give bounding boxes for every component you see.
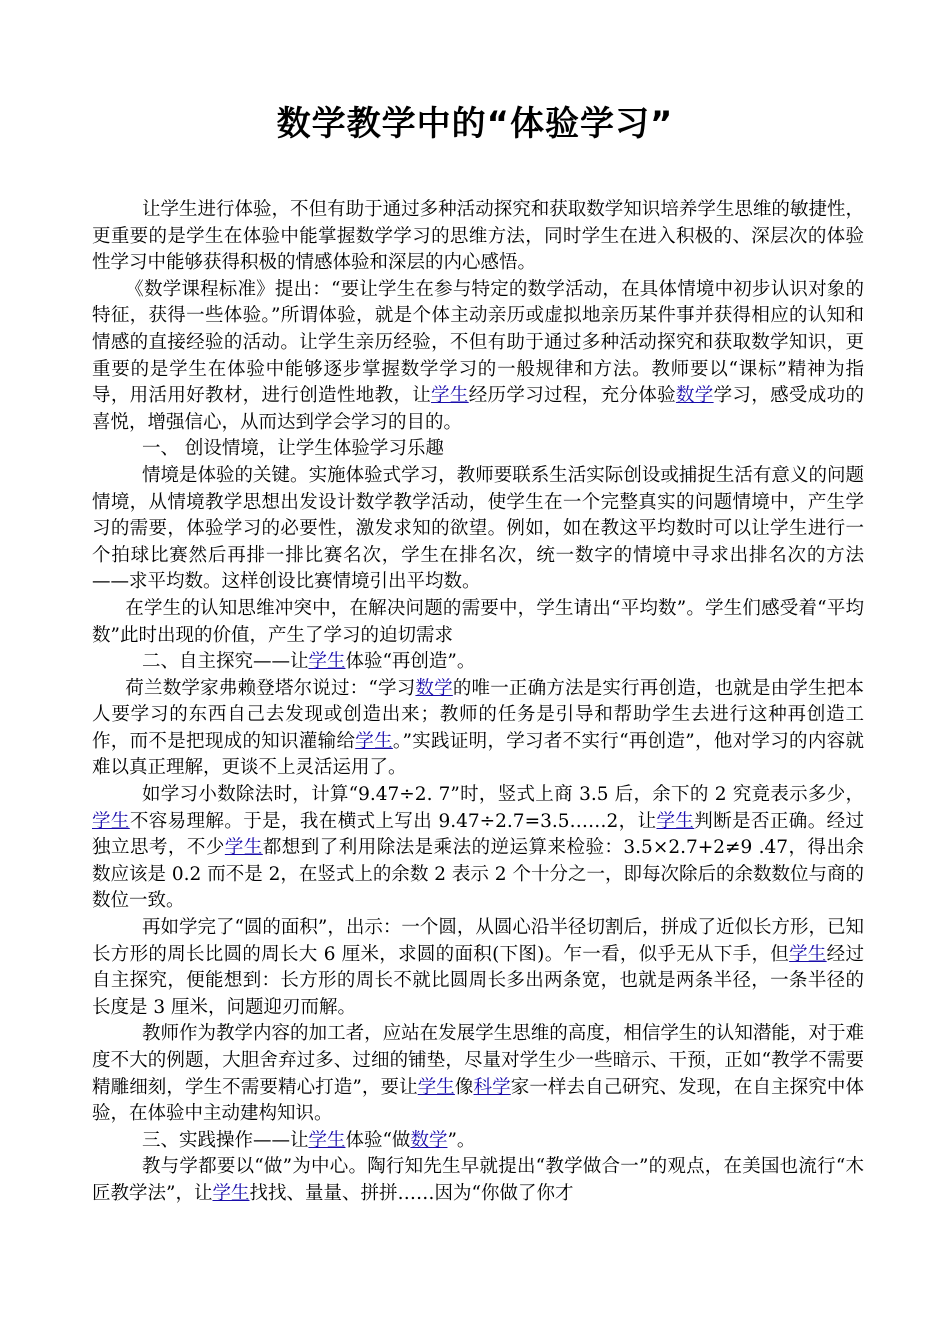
link-student[interactable]: 学生	[417, 1076, 455, 1098]
text-run: 二、自主探究——让	[141, 651, 309, 673]
text-run: 家一样去自己研究、发现，在自主探究中体验，在体验中主动建构知识。	[92, 1076, 864, 1125]
article-body	[92, 197, 864, 1208]
text-run: 判断是否正确。经过独立思考，不少	[92, 810, 864, 859]
text-run: 经历学习过程，充分体验	[468, 385, 676, 407]
text-run: 体验“做	[345, 1129, 411, 1151]
link-student[interactable]: 学生	[308, 651, 346, 673]
link-student[interactable]: 学生	[656, 810, 695, 832]
text-run: 三、实践操作——让	[141, 1129, 309, 1151]
text-run: 学习，感受成功的喜悦，增强信心，从而达到学会学习的目的。	[92, 385, 864, 433]
paragraph-curriculum	[92, 277, 864, 437]
text-run: ”。	[447, 1129, 476, 1151]
page-title: 数学教学中的“体验学习”	[276, 104, 674, 144]
link-student[interactable]: 学生	[92, 810, 130, 832]
link-math[interactable]: 数学	[415, 677, 453, 699]
section-heading-2	[92, 649, 864, 676]
link-student[interactable]: 学生	[355, 730, 393, 752]
link-math[interactable]: 数学	[410, 1129, 448, 1151]
section-heading-1: 一、 创设情境，让学生体验学习乐趣	[141, 438, 444, 460]
paragraph-teacher-role	[92, 1021, 864, 1127]
text-run: 不容易理解。于是，我在横式上写出 9.47÷2.7=3.5……2，让	[129, 810, 657, 832]
link-student[interactable]: 学生	[212, 1182, 250, 1204]
text-run: 都想到了利用除法是乘法的逆运算来检验：3.5×2.7+2≠9 .47，得出余数应该是 0.2 而不是 2，在竖式上的余数 2 表示 2 个十分之一，即每次除后的余数数位与商的数位一致。	[92, 837, 864, 912]
text-run: 经过自主探究，便能想到：长方形的周长不就比圆周长多出两条宽，也就是两条半径，一条半径的长度是 3 厘米，问题迎刃而解。	[92, 943, 864, 1018]
paragraph-circle-area	[92, 915, 864, 1021]
paragraph-practice	[92, 1154, 864, 1207]
link-student[interactable]: 学生	[431, 385, 469, 407]
text-run: 体验“再创造”。	[345, 651, 476, 673]
paragraph-decimal-division	[92, 782, 864, 915]
text-run: 。”实践证明，学习者不实行“再创造”，他对学习的内容就难以真正理解，更谈不上灵活运用了。	[92, 730, 864, 779]
text-run: 《数学课程标准》提出：“要让学生在参与特定的数学活动，在具体情境中初步认识对象的特征，获得一些体验。”所谓体验，就是个体主动亲历或虚拟地亲历某件事并获得相应的认知和情感的直接经验的活动。让学生亲历经验，不但有助于通过多种活动探究和获取数学知识，更重要的是学生在体验中能够逐步掌握数学学习的一般规律和方法。教师要以“课标”精神为指导，用活用好教材，进行创造性地教，让	[92, 278, 864, 407]
paragraph-freudenthal	[92, 676, 864, 782]
text-run: 教与学都要以“做”为中心。陶行知先生早就提出“教学做合一”的观点，在美国也流行“木匠教学法”，让	[92, 1156, 864, 1204]
link-student[interactable]: 学生	[224, 837, 263, 859]
link-math[interactable]: 数学	[675, 385, 714, 407]
link-science[interactable]: 科学	[473, 1076, 511, 1098]
link-student[interactable]: 学生	[308, 1129, 346, 1151]
text-run: 荷兰数学家弗赖登塔尔说过：“学习	[125, 677, 416, 699]
link-student[interactable]: 学生	[789, 943, 827, 965]
text-run: 找找、量量、拼拼……因为“你做了你才	[249, 1182, 574, 1204]
text-run: 像	[454, 1076, 474, 1098]
text-run: 的唯一正确方法是实行再创造，也就是由学生把本人要学习的东西自己去发现或创造出来；教师的任务是引导和帮助学生去进行这种再创造工作，而不是把现成的知识灌输给	[92, 677, 864, 752]
paragraph-average: 在学生的认知思维冲突中，在解决问题的需要中，学生请出“平均数”。学生们感受着“平均数”此时出现的价值，产生了学习的迫切需求	[92, 597, 864, 646]
section-heading-3	[92, 1128, 864, 1155]
paragraph-situation: 情境是体验的关键。实施体验式学习，教师要联系生活实际创设或捕捉生活有意义的问题情境，从情境教学思想出发设计数学教学活动，使学生在一个完整真实的问题情境中，产生学习的需要，体验学习的必要性，激发求知的欲望。例如，如在教这平均数时可以让学生进行一个拍球比赛然后再排一排比赛名次，学生在排名次，统一数字的情境中寻求出排名次的方法——求平均数。这样创设比赛情境引出平均数。	[92, 464, 864, 593]
paragraph-intro: 让学生进行体验，不但有助于通过多种活动探究和获取数学知识培养学生思维的敏捷性，更重要的是学生在体验中能掌握数学学习的思维方法，同时学生在进入积极的、深层次的体验性学习中能够获得积极的情感体验和深层的内心感悟。	[92, 199, 864, 274]
text-run: 再如学完了“圆的面积”，出示：一个圆，从圆心沿半径切割后，拼成了近似长方形，已知长方形的周长比圆的周长大 6 厘米，求圆的面积(下图)。乍一看，似乎无从下手，但	[92, 917, 864, 965]
text-run: 如学习小数除法时，计算“9.47÷2. 7”时，竖式上商 3.5 后，余下的 2 究竟表示多少，	[141, 784, 864, 806]
text-run: 教师作为教学内容的加工者，应站在发展学生思维的高度，相信学生的认知潜能，对于难度不大的例题，大胆舍弃过多、过细的铺垫，尽量对学生少一些暗示、干预，正如“教学不需要精雕细刻，学生不需要精心打造”，要让	[92, 1023, 864, 1098]
